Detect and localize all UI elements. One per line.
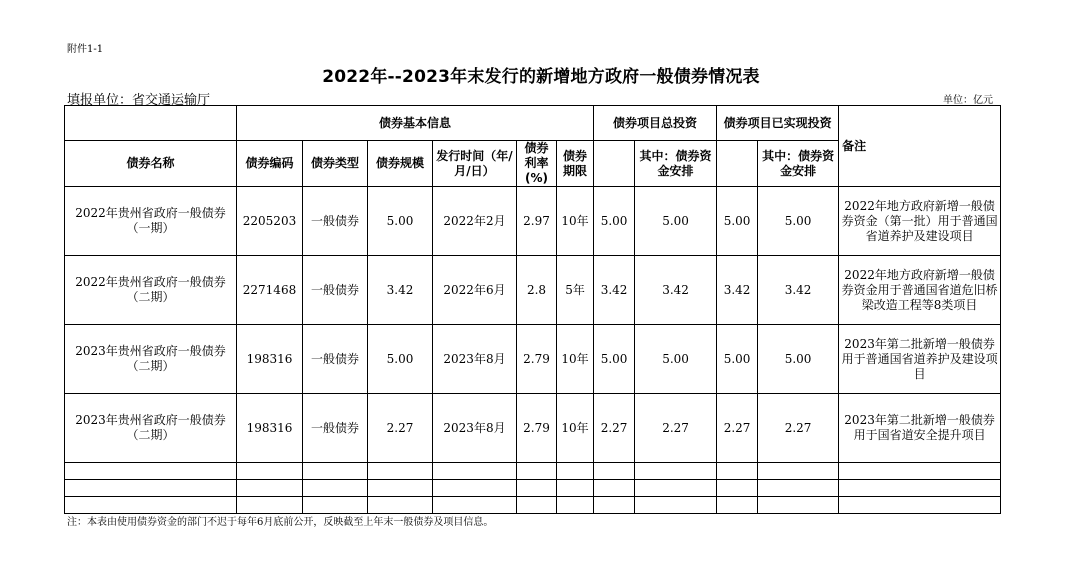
cell-bond-name: 2023年贵州省政府一般债券（二期） [65,394,237,463]
cell-total-bond-fund: 5.00 [635,187,717,256]
cell-total-bond-fund: 3.42 [635,256,717,325]
header-term: 债券期限 [557,141,594,187]
cell-bond-type: 一般债券 [303,187,368,256]
cell-issue-time: 2022年6月 [433,256,517,325]
cell-remark: 2023年第二批新增一般债券用于普通国省道养护及建设项目 [839,325,1001,394]
cell-issue-time: 2022年2月 [433,187,517,256]
cell-remark: 2022年地方政府新增一般债券资金用于普通国省道危旧桥梁改造工程等8类项目 [839,256,1001,325]
cell-bond-name: 2023年贵州省政府一般债券（二期） [65,325,237,394]
header-rate: 债券利率(%) [517,141,557,187]
fill-unit-label: 填报单位：省交通运输厅 [67,93,211,108]
cell-bond-type: 一般债券 [303,256,368,325]
cell-issue-time: 2023年8月 [433,394,517,463]
cell-bond-code: 198316 [237,325,303,394]
attachment-label: 附件1-1 [67,44,104,55]
header-total-fund-arrangement: 其中：债券资金安排 [635,141,717,187]
header-blank-cell [65,106,237,141]
header-basic-info: 债券基本信息 [237,106,594,141]
cell-bond-name: 2022年贵州省政府一般债券（二期） [65,256,237,325]
table-row [65,394,1001,463]
cell-total-bond-fund: 5.00 [635,325,717,394]
cell-term: 10年 [557,394,594,463]
header-bond-code: 债券编码 [237,141,303,187]
empty-row [65,497,1001,514]
header-realized-blank [717,141,758,187]
cell-total-investment: 2.27 [594,394,635,463]
cell-bond-scale: 2.27 [368,394,433,463]
empty-row [65,463,1001,480]
cell-bond-code: 2205203 [237,187,303,256]
cell-realized-bond-fund: 5.00 [758,325,839,394]
cell-realized-bond-fund: 2.27 [758,394,839,463]
cell-bond-type: 一般债券 [303,325,368,394]
header-realized-investment: 债券项目已实现投资 [717,106,839,141]
header-bond-name: 债券名称 [65,141,237,187]
header-row-1 [65,106,1001,141]
cell-realized-bond-fund: 3.42 [758,256,839,325]
cell-rate: 2.8 [517,256,557,325]
cell-bond-code: 2271468 [237,256,303,325]
header-remark: 备注 [839,106,1001,187]
header-total-investment: 债券项目总投资 [594,106,717,141]
cell-total-investment: 3.42 [594,256,635,325]
header-bond-type: 债券类型 [303,141,368,187]
table-row [65,256,1001,325]
cell-bond-code: 198316 [237,394,303,463]
cell-rate: 2.79 [517,394,557,463]
cell-realized-investment: 5.00 [717,187,758,256]
cell-term: 10年 [557,187,594,256]
table-row [65,187,1001,256]
cell-remark: 2023年第二批新增一般债券用于国省道安全提升项目 [839,394,1001,463]
cell-realized-bond-fund: 5.00 [758,187,839,256]
bond-table [64,105,1001,514]
cell-term: 10年 [557,325,594,394]
header-issue-time: 发行时间（年/月/日） [433,141,517,187]
table-row [65,325,1001,394]
page-title: 2022年--2023年末发行的新增地方政府一般债券情况表 [322,67,760,87]
cell-term: 5年 [557,256,594,325]
cell-rate: 2.79 [517,325,557,394]
cell-realized-investment: 2.27 [717,394,758,463]
footnote: 注：本表由使用债券资金的部门不迟于每年6月底前公开，反映截至上年末一般债券及项目信息。 [67,517,494,528]
cell-total-investment: 5.00 [594,187,635,256]
cell-bond-name: 2022年贵州省政府一般债券（一期） [65,187,237,256]
cell-bond-type: 一般债券 [303,394,368,463]
unit-label: 单位：亿元 [943,95,993,106]
header-total-blank [594,141,635,187]
cell-bond-scale: 5.00 [368,187,433,256]
header-realized-fund-arrangement: 其中：债券资金安排 [758,141,839,187]
cell-issue-time: 2023年8月 [433,325,517,394]
cell-total-bond-fund: 2.27 [635,394,717,463]
cell-realized-investment: 5.00 [717,325,758,394]
cell-bond-scale: 3.42 [368,256,433,325]
cell-remark: 2022年地方政府新增一般债券资金（第一批）用于普通国省道养护及建设项目 [839,187,1001,256]
cell-total-investment: 5.00 [594,325,635,394]
empty-row [65,480,1001,497]
cell-bond-scale: 5.00 [368,325,433,394]
cell-realized-investment: 3.42 [717,256,758,325]
cell-rate: 2.97 [517,187,557,256]
header-bond-scale: 债券规模 [368,141,433,187]
